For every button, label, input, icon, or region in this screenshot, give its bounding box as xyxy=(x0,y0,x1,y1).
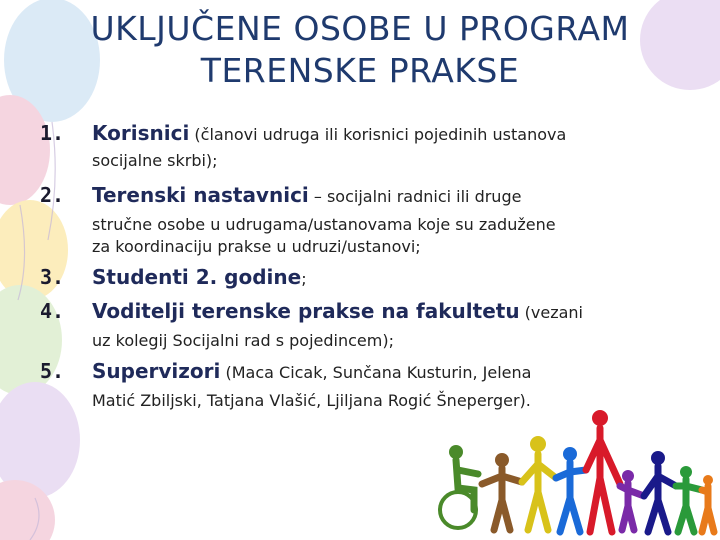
item-text: ; xyxy=(301,269,307,288)
item-number: 4. xyxy=(40,299,65,323)
title-line-1: UKLJUČENE OSOBE U PROGRAM xyxy=(90,9,630,48)
figure-person xyxy=(482,453,522,530)
figure-person xyxy=(676,466,702,532)
figure-person xyxy=(522,436,556,530)
figure-person xyxy=(644,451,676,532)
item-text: (vezani xyxy=(519,303,583,322)
item-continuation: stručne osobe u udrugama/ustanovama koje su zadužene xyxy=(92,215,556,234)
figure-person xyxy=(620,470,644,530)
item-term: Studenti 2. godine xyxy=(92,265,302,289)
figure-wheelchair-user xyxy=(440,445,478,528)
item-continuation: za koordinaciju prakse u udruzi/ustanovi; xyxy=(92,237,421,256)
slide-title xyxy=(20,8,700,92)
item-text: (članovi udruga ili korisnici pojedinih ustanova xyxy=(189,125,567,144)
item-term: Voditelji terenske prakse na fakultetu xyxy=(92,299,520,323)
item-number: 1. xyxy=(40,121,65,145)
item-term: Supervizori xyxy=(92,359,221,383)
figure-person xyxy=(702,475,714,532)
figure-person xyxy=(556,447,586,532)
figure-person xyxy=(586,410,620,532)
item-continuation: uz kolegij Socijalni rad s pojedincem); xyxy=(92,331,394,350)
item-term: Korisnici xyxy=(92,121,190,145)
item-continuation: Matić Zbiljski, Tatjana Vlašić, Ljiljana Rogić Šneperger). xyxy=(92,391,531,410)
item-text: (Maca Cicak, Sunčana Kusturin, Jelena xyxy=(220,363,532,382)
item-number: 3. xyxy=(40,265,65,289)
item-text: – socijalni radnici ili druge xyxy=(308,187,522,206)
item-continuation: socijalne skrbi); xyxy=(92,151,218,170)
item-number: 2. xyxy=(40,183,65,207)
title-line-2: TERENSKE PRAKSE xyxy=(200,51,520,90)
people-holding-hands-illustration xyxy=(430,400,720,540)
item-number: 5. xyxy=(40,359,65,383)
item-term: Terenski nastavnici xyxy=(92,183,309,207)
